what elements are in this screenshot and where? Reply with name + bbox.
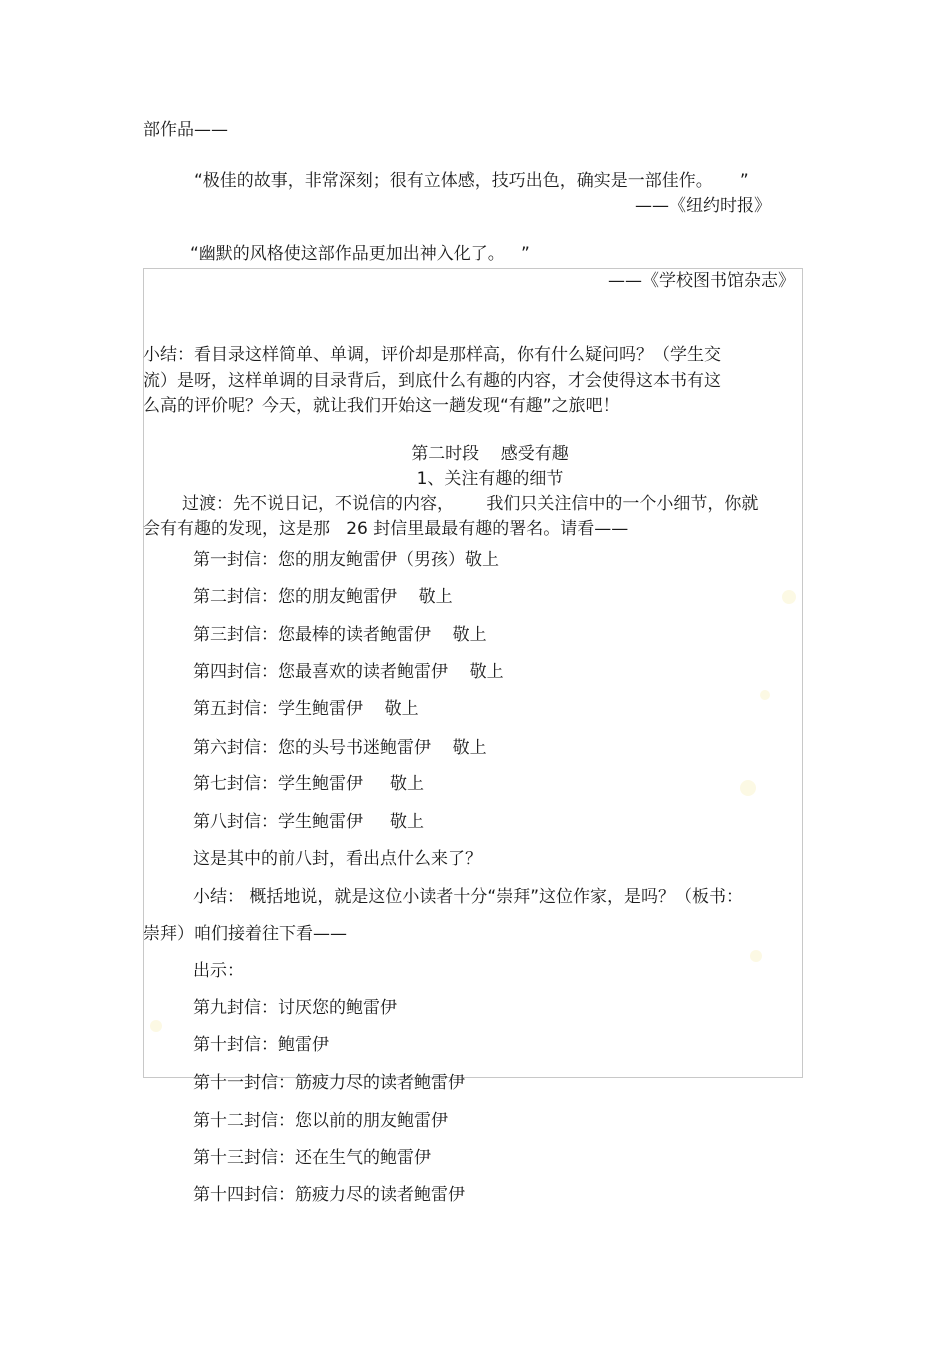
letter-signature: 第四封信：您最喜欢的读者鲍雷伊 敬上 <box>193 662 504 682</box>
background-speckle <box>740 780 756 796</box>
summary-line: 小结：看目录这样简单、单调，评价却是那样高，你有什么疑问吗？（学生交 <box>143 345 721 365</box>
letter-signature: 第三封信：您最棒的读者鲍雷伊 敬上 <box>193 625 487 645</box>
letter-signature: 第十一封信：筋疲力尽的读者鲍雷伊 <box>193 1073 465 1093</box>
show-label: 出示： <box>193 961 244 981</box>
review-quote: “幽默的风格使这部作品更加出神入化了。 ” <box>190 244 530 264</box>
section-heading: 第二时段 感受有趣 <box>411 444 569 464</box>
background-speckle <box>782 590 796 604</box>
background-speckle <box>150 1020 162 1032</box>
summary-line: 流）是呀，这样单调的目录背后，到底什么有趣的内容，才会使得这本书有这 <box>143 371 721 391</box>
background-speckle <box>760 690 770 700</box>
text-line: 部作品—— <box>143 120 228 140</box>
summary-line: 小结： 概括地说，就是这位小读者十分“崇拜”这位作家，是吗？（板书： <box>193 887 744 907</box>
letter-signature: 第六封信：您的头号书迷鲍雷伊 敬上 <box>193 738 487 758</box>
background-speckle <box>750 950 762 962</box>
transition-line: 会有有趣的发现，这是那 26 封信里最最有趣的署名。请看—— <box>143 519 629 539</box>
letter-signature: 第十四封信：筋疲力尽的读者鲍雷伊 <box>193 1185 465 1205</box>
question-line: 这是其中的前八封，看出点什么来了？ <box>193 849 482 869</box>
letter-signature: 第十三封信：还在生气的鲍雷伊 <box>193 1148 431 1168</box>
summary-line: 么高的评价呢？今天，就让我们开始这一趟发现“有趣”之旅吧！ <box>143 396 620 416</box>
review-source: ——《纽约时报》 <box>635 196 771 216</box>
letter-signature: 第八封信：学生鲍雷伊 敬上 <box>193 812 425 832</box>
letter-signature: 第十封信：鲍雷伊 <box>193 1035 329 1055</box>
letter-signature: 第一封信：您的朋友鲍雷伊（男孩）敬上 <box>193 550 499 570</box>
transition-line: 过渡：先不说日记，不说信的内容， 我们只关注信中的一个小细节，你就 <box>182 494 759 514</box>
letter-signature: 第五封信：学生鲍雷伊 敬上 <box>193 699 419 719</box>
subsection-heading: 1、关注有趣的细节 <box>416 469 564 489</box>
summary-line: 崇拜）咱们接着往下看—— <box>143 924 347 944</box>
review-quote: “极佳的故事，非常深刻；很有立体感，技巧出色，确实是一部佳作。 ” <box>194 171 749 191</box>
letter-signature: 第十二封信：您以前的朋友鲍雷伊 <box>193 1111 448 1131</box>
letter-signature: 第二封信：您的朋友鲍雷伊 敬上 <box>193 587 453 607</box>
letter-signature: 第七封信：学生鲍雷伊 敬上 <box>193 774 425 794</box>
letter-signature: 第九封信：讨厌您的鲍雷伊 <box>193 998 397 1018</box>
review-source: ——《学校图书馆杂志》 <box>608 271 795 291</box>
